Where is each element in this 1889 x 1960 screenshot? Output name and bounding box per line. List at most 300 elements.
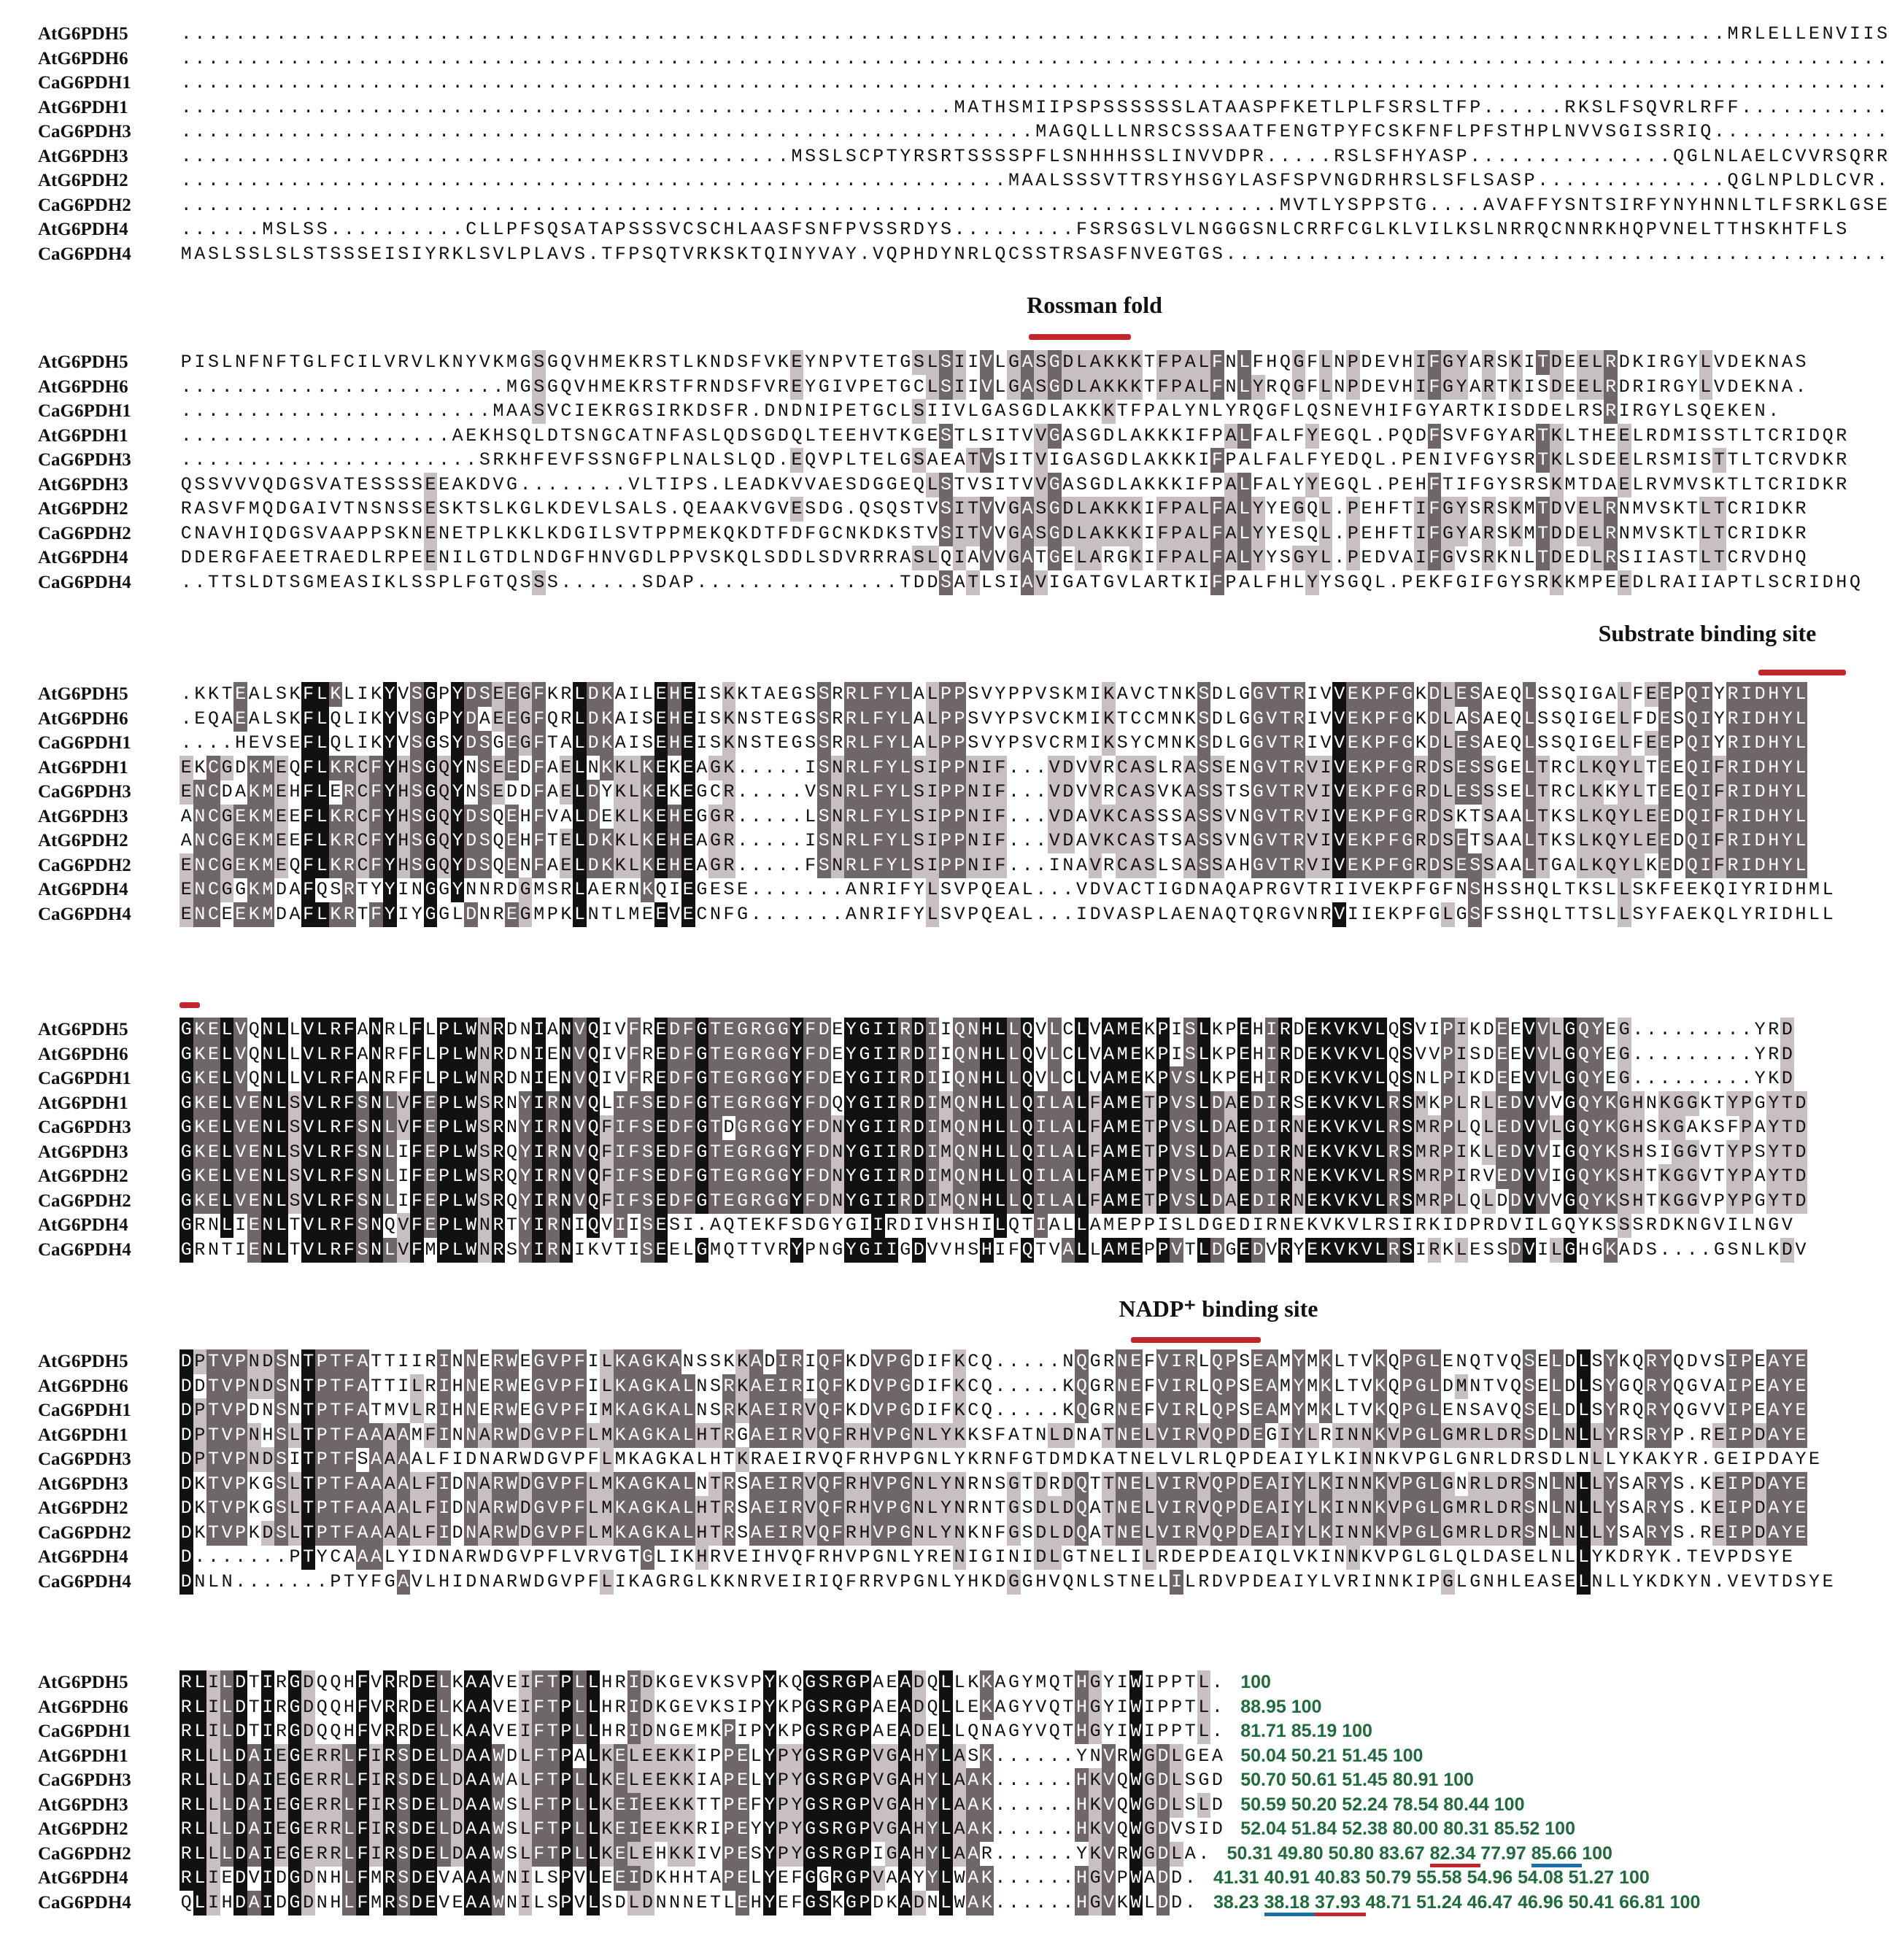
residue: V [981,732,992,754]
residue: G [1415,400,1426,422]
residue: R [1768,1019,1780,1040]
residue: . [981,47,992,69]
residue: S [398,243,409,265]
residue: . [560,72,572,93]
residue: F [369,829,383,853]
residue: G [1292,546,1306,570]
residue: Q [1510,732,1521,754]
residue: L [1048,1018,1062,1042]
residue: V [1034,570,1048,595]
residue: R [1387,1115,1401,1140]
residue: . [479,194,490,216]
residue: R [1523,473,1535,495]
residue: . [764,830,776,851]
residue: I [859,1215,870,1236]
residue: S [641,1091,654,1116]
residue: N [655,425,667,446]
residue: . [723,47,735,69]
residue: A [1008,903,1020,925]
residue: . [194,145,206,167]
residue: I [994,473,1006,495]
residue: . [1021,121,1033,142]
residue: H [1781,219,1793,240]
residue: L [220,1115,234,1140]
residue: A [913,708,924,729]
residue: . [1075,72,1087,93]
residue: . [1469,47,1481,69]
residue: S [1441,805,1455,829]
residue: . [180,47,192,69]
residue: G [220,756,234,780]
residue: K [1319,1066,1333,1091]
residue: D [1496,1190,1508,1212]
residue: E [206,1042,220,1067]
residue: D [1673,854,1685,876]
residue: S [1347,145,1359,167]
residue: K [1293,96,1305,118]
residue: A [1224,1189,1238,1214]
residue: . [1483,23,1494,44]
residue: N [966,756,980,780]
residue: E [1320,473,1332,495]
residue: Q [1402,425,1413,446]
residue: . [479,96,490,118]
residue: S [1415,170,1426,191]
residue: . [248,194,260,216]
residue: V [764,376,776,398]
residue: F [900,879,911,900]
residue: Y [411,903,422,925]
residue: G [1685,1091,1699,1116]
residue: I [1727,879,1739,900]
residue: L [1754,23,1766,44]
residue: F [681,1140,695,1165]
residue: T [966,522,980,546]
residue: S [805,708,816,729]
residue: K [546,522,558,544]
residue: G [900,449,911,470]
residue: L [1456,121,1467,142]
residue: P [519,243,531,265]
residue: Q [1849,571,1861,593]
residue: . [1686,72,1698,93]
residue: L [1564,449,1576,470]
residue: K [1334,1215,1345,1236]
residue: Q [1685,829,1699,853]
residue: I [994,425,1006,446]
residue: F [600,1189,614,1214]
residue: . [791,23,803,44]
residue: . [737,805,749,827]
residue: . [452,170,463,191]
residue: S [1754,1141,1766,1163]
residue: T [1225,781,1237,802]
residue: R [492,1213,506,1238]
residue: . [900,47,911,69]
residue: . [1143,72,1155,93]
residue: . [764,903,776,925]
residue: . [1375,243,1386,265]
residue: . [1496,72,1508,93]
species-label: CaG6PDH2 [38,855,131,875]
residue: S [940,879,952,900]
residue: L [1048,1164,1062,1189]
residue: . [737,854,749,876]
residue: V [1089,780,1102,805]
residue: I [926,756,940,780]
residue: K [1102,522,1116,546]
residue: R [1510,219,1521,240]
residue: H [397,756,411,780]
residue: D [913,571,924,593]
residue: R [560,683,572,705]
residue: Y [1618,780,1631,805]
residue: Q [805,449,816,470]
residue: C [1116,756,1129,780]
residue: . [1822,72,1834,93]
residue: F [301,878,315,902]
residue: L [289,1043,301,1065]
residue: T [546,830,558,851]
residue: D [791,522,803,544]
residue: A [1075,830,1087,851]
residue: S [912,448,926,473]
residue: S [519,571,531,593]
residue: Q [953,1115,967,1140]
residue: S [1537,376,1549,398]
residue: D [1780,1066,1794,1091]
residue: Y [1455,497,1469,522]
residue: S [750,425,762,446]
residue: I [669,879,681,900]
residue: E [1768,23,1780,44]
residue: S [1795,194,1807,216]
residue: D [1239,1215,1251,1236]
residue: D [1198,1215,1210,1236]
residue: H [1766,805,1780,829]
residue: L [898,853,912,878]
residue: D [777,425,789,446]
residue: T [981,96,992,118]
residue: L [315,1018,329,1042]
residue: K [641,829,654,853]
species-label: AtG6PDH3 [38,806,128,826]
residue: K [1116,522,1129,546]
residue: E [654,805,668,829]
residue: A [1062,1164,1075,1189]
residue: Y [790,1042,804,1067]
residue: . [546,121,558,142]
residue: L [1402,219,1413,240]
residue: A [845,879,857,900]
residue: D [912,1140,926,1165]
residue: G [1048,497,1062,522]
residue: D [506,547,518,568]
residue: A [1130,473,1142,495]
residue: Y [1726,1189,1740,1214]
residue: L [1699,522,1713,546]
residue: L [1048,170,1060,191]
residue: K [194,683,206,705]
residue: R [844,829,858,853]
residue: L [858,829,872,853]
residue: A [967,547,979,568]
residue: E [654,1091,668,1116]
residue: S [1400,1164,1414,1189]
residue: S [641,1140,654,1165]
residue: R [1414,756,1428,780]
residue: R [1414,853,1428,878]
residue: K [1102,805,1116,829]
residue: L [994,1164,1008,1189]
residue: L [1361,96,1372,118]
residue: Q [289,756,301,778]
residue: . [764,96,776,118]
residue: L [1021,879,1033,900]
residue: Y [805,243,816,265]
residue: I [628,683,640,705]
residue: L [994,1115,1008,1140]
residue: . [900,72,911,93]
residue: S [1496,352,1508,373]
residue: Q [437,853,451,878]
residue: E [1237,1018,1251,1042]
residue: F [994,780,1008,805]
residue: N [831,853,845,878]
residue: G [1048,473,1062,497]
residue: N [193,780,207,805]
residue: Q [1564,1215,1576,1236]
residue: I [1265,1018,1279,1042]
residue: P [1402,879,1413,900]
residue: T [1469,805,1481,827]
residue: K [1360,829,1374,853]
residue: S [1197,731,1211,756]
residue: . [1741,96,1753,118]
residue: K [1713,473,1725,495]
residue: I [1361,903,1372,925]
residue: A [1225,854,1237,876]
residue: P [953,731,967,756]
residue: . [180,219,192,240]
residue: H [1103,145,1115,167]
residue: S [805,732,816,754]
residue: V [805,781,816,802]
residue: G [424,853,438,878]
residue: C [1008,243,1020,265]
residue: D [832,547,843,568]
residue: T [1021,449,1033,470]
residue: P [1008,732,1020,754]
residue: K [777,473,789,495]
residue: I [532,1140,546,1165]
residue: I [953,375,967,400]
residue: I [940,400,952,422]
residue: L [425,1019,436,1040]
residue: S [641,243,653,265]
residue: I [805,830,816,851]
residue: I [926,1164,940,1189]
residue: . [927,23,938,44]
residue: A [764,219,776,240]
residue: P [1156,1115,1170,1140]
residue: . [303,47,314,69]
residue: . [411,96,422,118]
residue: H [994,96,1006,118]
residue: D [1550,546,1564,570]
residue: K [1781,522,1793,544]
residue: K [1605,219,1617,240]
residue: K [546,683,558,705]
residue: L [1373,1164,1387,1189]
residue: F [1483,903,1494,925]
residue: . [492,145,504,167]
residue: S [1537,683,1549,705]
residue: . [1523,145,1535,167]
residue: L [1591,350,1604,375]
residue: S [248,243,260,265]
residue: G [519,352,531,373]
residue: V [1577,121,1589,142]
residue: Y [1618,756,1631,780]
residue: A [913,683,924,705]
residue: M [506,352,518,373]
residue: . [614,145,626,167]
residue: S [912,350,926,375]
residue: . [1021,805,1033,827]
residue: N [519,854,531,876]
residue: Q [587,1066,600,1091]
residue: A [1102,1164,1116,1189]
residue: E [601,879,613,900]
residue: N [560,1189,573,1214]
residue: . [1171,72,1183,93]
residue: D [1509,1164,1523,1189]
residue: L [1075,1115,1089,1140]
residue: P [1373,707,1387,732]
residue: . [439,449,450,470]
residue: D [1509,1189,1523,1214]
residue: P [939,853,953,878]
residue: Q [1537,219,1549,240]
alignment-row [29,682,1868,707]
residue: P [900,243,911,265]
residue: G [763,1189,777,1214]
residue: E [1496,1115,1510,1140]
residue: H [1252,1043,1264,1065]
residue: L [858,780,872,805]
residue: . [1523,96,1535,118]
residue: T [1713,219,1725,240]
residue: Y [1780,805,1794,829]
residue: T [1577,425,1589,446]
residue: E [1455,853,1469,878]
residue: I [1699,707,1713,732]
residue: G [858,1189,872,1214]
residue: E [1605,1043,1617,1065]
residue: P [1143,400,1155,422]
residue: I [940,1019,952,1040]
residue: E [274,780,288,805]
residue: I [574,400,586,422]
residue: L [1577,853,1591,878]
residue: . [587,571,599,593]
alignment-row [29,780,1868,805]
residue: L [1700,219,1712,240]
residue: . [1618,145,1630,167]
residue: Y [451,707,465,732]
residue: . [1429,243,1440,265]
residue: M [628,903,640,925]
residue: R [1604,399,1618,424]
residue: S [981,145,992,167]
residue: L [451,1115,465,1140]
residue: I [926,1140,940,1165]
residue: E [790,350,804,375]
residue: G [1672,1091,1685,1116]
residue: E [1415,449,1426,470]
residue: S [709,708,721,729]
residue: . [1523,23,1535,44]
residue: . [207,425,219,446]
residue: S [356,1164,370,1189]
residue: G [479,547,490,568]
residue: V [301,1042,315,1067]
residue: S [411,473,422,495]
residue: K [1102,399,1116,424]
residue: P [628,243,640,265]
species-label: AtG6PDH6 [38,48,128,69]
residue: K [600,682,614,707]
species-label: AtG6PDH5 [38,24,128,44]
residue: E [1346,805,1360,829]
residue: . [1239,194,1251,216]
residue: R [1171,756,1183,778]
residue: . [967,170,979,191]
residue: K [1604,1091,1618,1116]
residue: K [722,731,736,756]
residue: . [221,72,233,93]
residue: Q [1645,96,1657,118]
residue: . [1035,854,1047,876]
residue: F [614,243,626,265]
residue: E [641,903,653,925]
residue: I [1699,756,1713,780]
residue: V [1035,1019,1047,1040]
residue: . [1211,23,1223,44]
residue: . [818,903,830,925]
residue: G [1645,400,1657,422]
residue: E [1305,1066,1319,1091]
residue: C [886,400,897,422]
residue: F [1442,879,1454,900]
residue: V [1700,1141,1712,1163]
residue: K [1157,425,1169,446]
residue: A [546,243,558,265]
residue: Y [1659,400,1671,422]
residue: N [452,352,463,373]
residue: A [1754,1166,1766,1187]
residue: . [1700,1043,1712,1065]
residue: E [248,732,260,754]
residue: C [1836,170,1847,191]
residue: S [641,1189,654,1214]
residue: Q [1564,708,1576,729]
residue: . [384,425,395,446]
residue: V [1332,1115,1346,1140]
residue: R [1278,1115,1292,1140]
residue: . [262,47,274,69]
